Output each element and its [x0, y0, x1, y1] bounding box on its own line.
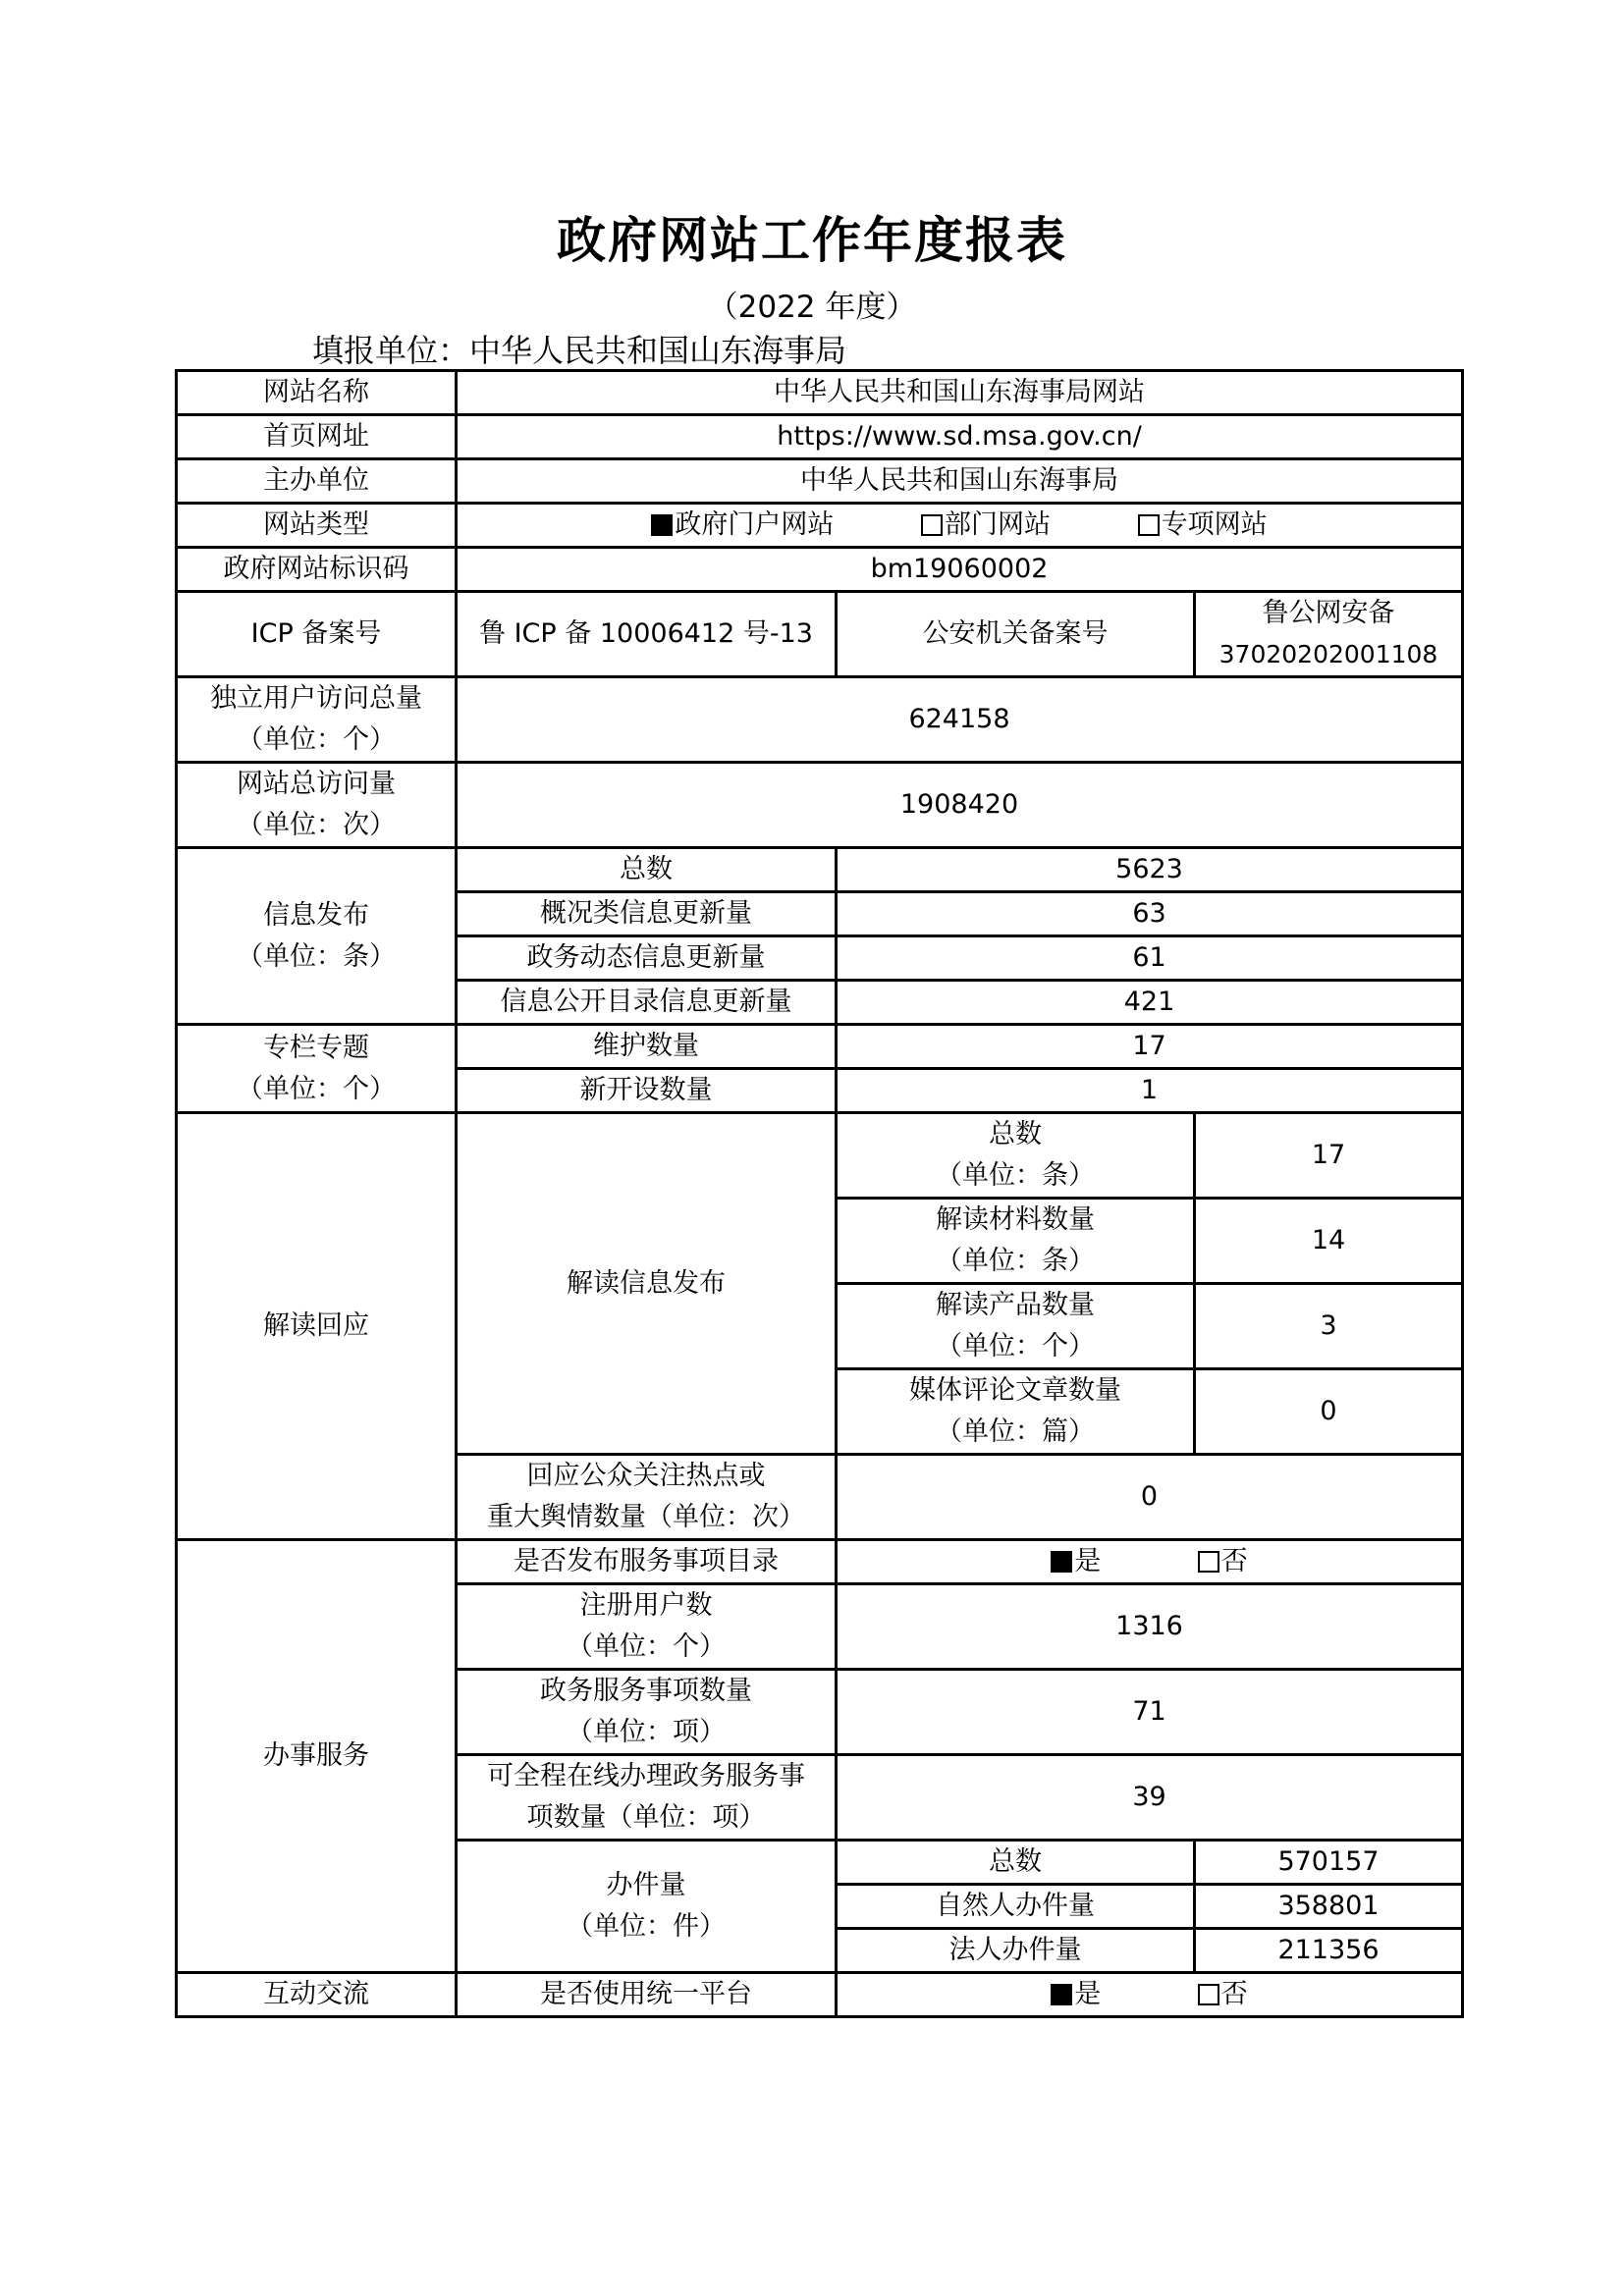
row-interaction: [177, 1973, 1463, 2017]
uv-label-line1: 独立用户访问总量: [210, 683, 422, 714]
cases-legal-label: 法人办件量: [837, 1929, 1195, 1973]
columns-maintain-label: 维护数量: [457, 1025, 837, 1069]
checkbox-icon[interactable]: [1138, 514, 1160, 536]
site-type-label: 网站类型: [177, 504, 457, 548]
site-type-option-department[interactable]: [921, 505, 1051, 546]
interpret-label: 解读回应: [177, 1113, 457, 1540]
option-label: 政府门户网站: [675, 509, 835, 540]
pv-label: [177, 763, 457, 848]
filing-unit: 填报单位：中华人民共和国山东海事局: [312, 332, 847, 369]
interpret-product-label-line1: 解读产品数量: [936, 1290, 1095, 1320]
service-catalog-option-yes[interactable]: [1051, 1541, 1101, 1582]
sponsor-label: 主办单位: [177, 459, 457, 504]
row-service-catalog: [177, 1540, 1463, 1584]
info-publish-label: [177, 848, 457, 1025]
service-catalog-options: [837, 1540, 1463, 1584]
service-items-label-line2: （单位：项）: [567, 1717, 726, 1747]
report-title: 政府网站工作年度报表: [557, 211, 1067, 269]
row-site-type: [177, 504, 1463, 548]
home-url-label: 首页网址: [177, 415, 457, 459]
interpret-media-label: [837, 1369, 1195, 1455]
columns-label-line1: 专栏专题: [263, 1032, 369, 1063]
service-online-label-line1: 可全程在线办理政务服务事: [487, 1761, 805, 1791]
cases-legal-value: 211356: [1195, 1929, 1463, 1973]
interaction-platform-options: [837, 1973, 1463, 2017]
info-publish-label-line1: 信息发布: [263, 899, 369, 931]
service-cases-label-line1: 办件量: [606, 1870, 686, 1900]
row-home-url: [177, 415, 1463, 459]
info-overview-label: 概况类信息更新量: [457, 892, 837, 936]
interaction-option-no[interactable]: [1198, 1974, 1248, 2015]
checkbox-icon[interactable]: [1051, 1984, 1072, 2005]
report-year: （2022 年度）: [707, 290, 917, 325]
option-label: 是: [1074, 1546, 1102, 1576]
uv-label-line2: （单位：个）: [237, 724, 396, 755]
cases-total-value: 570157: [1195, 1841, 1463, 1885]
interpret-response-label: [457, 1455, 837, 1540]
interaction-platform-label: 是否使用统一平台: [457, 1973, 837, 2017]
checkbox-icon[interactable]: [921, 514, 943, 536]
service-items-label-line1: 政务服务事项数量: [540, 1676, 752, 1706]
site-id-value: bm19060002: [457, 548, 1463, 592]
interaction-label: 互动交流: [177, 1973, 457, 2017]
option-label: 否: [1220, 1546, 1248, 1576]
service-online-label-line2: 项数量（单位：项）: [526, 1802, 766, 1833]
pv-label-line2: （单位：次）: [237, 810, 396, 840]
interpret-response-value: 0: [837, 1455, 1463, 1540]
interpret-total-label: [837, 1113, 1195, 1199]
row-info-total: [177, 848, 1463, 892]
interpret-product-label-line2: （单位：个）: [936, 1331, 1095, 1362]
columns-new-label: 新开设数量: [457, 1069, 837, 1113]
service-users-value: 1316: [837, 1584, 1463, 1670]
service-catalog-option-no[interactable]: [1198, 1541, 1248, 1582]
service-online-label: [457, 1755, 837, 1841]
row-icp: [177, 592, 1463, 677]
site-type-option-portal[interactable]: [651, 505, 834, 546]
police-value-line2: 37020202001108: [1218, 640, 1438, 668]
info-publish-label-line2: （单位：条）: [237, 940, 396, 972]
police-value: [1195, 592, 1463, 677]
service-items-value: 71: [837, 1670, 1463, 1755]
interpret-product-value: 3: [1195, 1284, 1463, 1369]
info-total-value: 5623: [837, 848, 1463, 892]
service-catalog-label: 是否发布服务事项目录: [457, 1540, 837, 1584]
option-label: 部门网站: [945, 509, 1051, 540]
uv-value: 624158: [457, 677, 1463, 763]
service-items-label: [457, 1670, 837, 1755]
site-type-option-special[interactable]: [1138, 505, 1268, 546]
icp-label: ICP 备案号: [177, 592, 457, 677]
row-site-name: [177, 371, 1463, 415]
service-cases-label-line2: （单位：件）: [567, 1911, 726, 1942]
icp-value: 鲁 ICP 备 10006412 号-13: [457, 592, 837, 677]
row-unique-visitors: [177, 677, 1463, 763]
site-id-label: 政府网站标识码: [177, 548, 457, 592]
home-url-value: https://www.sd.msa.gov.cn/: [457, 415, 1463, 459]
columns-new-value: 1: [837, 1069, 1463, 1113]
columns-maintain-value: 17: [837, 1025, 1463, 1069]
row-page-views: [177, 763, 1463, 848]
pv-value: 1908420: [457, 763, 1463, 848]
service-users-label: [457, 1584, 837, 1670]
checkbox-icon[interactable]: [1198, 1551, 1219, 1573]
service-cases-label: [457, 1841, 837, 1973]
checkbox-icon[interactable]: [1051, 1551, 1072, 1573]
option-label: 是: [1074, 1979, 1102, 2009]
cases-natural-label: 自然人办件量: [837, 1885, 1195, 1929]
interpret-total-label-line2: （单位：条）: [936, 1160, 1095, 1191]
pv-label-line1: 网站总访问量: [237, 769, 396, 799]
interpret-response-label-line2: 重大舆情数量（单位：次）: [487, 1502, 805, 1532]
info-affairs-value: 61: [837, 936, 1463, 981]
police-label: 公安机关备案号: [837, 592, 1195, 677]
row-interpret-total: [177, 1113, 1463, 1199]
interpret-material-label: [837, 1199, 1195, 1284]
checkbox-icon[interactable]: [651, 514, 673, 536]
interpret-total-value: 17: [1195, 1113, 1463, 1199]
report-table: [175, 369, 1464, 2018]
sponsor-value: 中华人民共和国山东海事局: [457, 459, 1463, 504]
service-online-value: 39: [837, 1755, 1463, 1841]
info-total-label: 总数: [457, 848, 837, 892]
interpret-material-value: 14: [1195, 1199, 1463, 1284]
checkbox-icon[interactable]: [1198, 1984, 1219, 2005]
interpret-total-label-line1: 总数: [989, 1119, 1042, 1149]
service-label: 办事服务: [177, 1540, 457, 1973]
interpret-response-label-line1: 回应公众关注热点或: [526, 1461, 766, 1491]
police-value-line1: 鲁公网安备: [1262, 598, 1395, 628]
info-overview-value: 63: [837, 892, 1463, 936]
interpret-media-label-line1: 媒体评论文章数量: [909, 1375, 1121, 1406]
info-catalog-label: 信息公开目录信息更新量: [457, 981, 837, 1025]
interpret-product-label: [837, 1284, 1195, 1369]
row-site-id: [177, 548, 1463, 592]
row-columns-maintain: [177, 1025, 1463, 1069]
option-label: 专项网站: [1161, 509, 1268, 540]
interpret-material-label-line2: （单位：条）: [936, 1246, 1095, 1276]
columns-label-line2: （单位：个）: [237, 1073, 396, 1104]
site-name-label: 网站名称: [177, 371, 457, 415]
service-users-label-line1: 注册用户数: [579, 1590, 713, 1621]
columns-label: [177, 1025, 457, 1113]
info-affairs-label: 政务动态信息更新量: [457, 936, 837, 981]
info-catalog-value: 421: [837, 981, 1463, 1025]
option-label: 否: [1220, 1979, 1248, 2009]
interpret-publish-label: 解读信息发布: [457, 1113, 837, 1455]
interpret-media-label-line2: （单位：篇）: [936, 1416, 1095, 1447]
cases-total-label: 总数: [837, 1841, 1195, 1885]
cases-natural-value: 358801: [1195, 1885, 1463, 1929]
site-type-options: [457, 504, 1463, 548]
interpret-media-value: 0: [1195, 1369, 1463, 1455]
interpret-material-label-line1: 解读材料数量: [936, 1204, 1095, 1235]
row-sponsor: [177, 459, 1463, 504]
uv-label: [177, 677, 457, 763]
service-users-label-line2: （单位：个）: [567, 1631, 726, 1662]
interaction-option-yes[interactable]: [1051, 1974, 1101, 2015]
site-name-value: 中华人民共和国山东海事局网站: [457, 371, 1463, 415]
